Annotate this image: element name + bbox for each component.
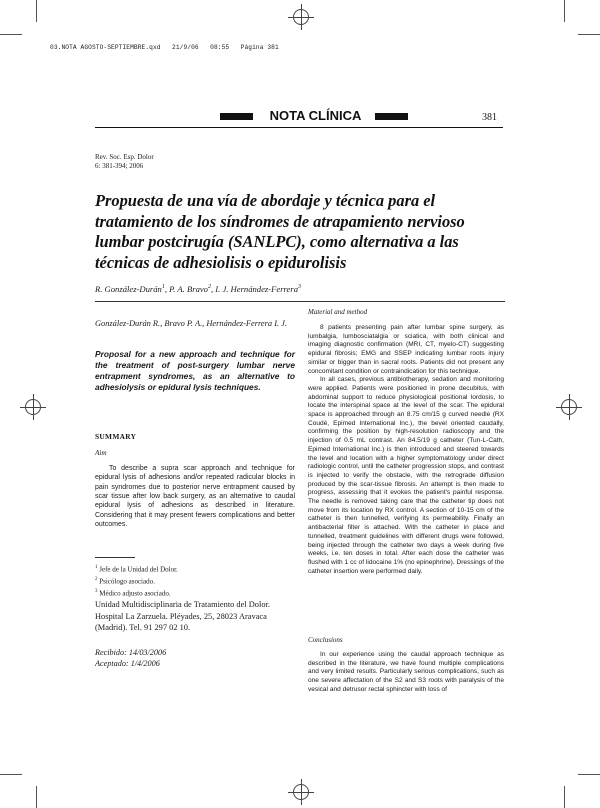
footnote-text: Psicólogo asociado. — [99, 577, 155, 586]
footnote-number: 2 — [95, 576, 98, 582]
address-line: Hospital La Zarzuela. Pléyades, 25, 28023 Aravaca — [95, 611, 267, 621]
registration-mark-icon — [293, 784, 309, 800]
conclusions-section — [308, 651, 504, 695]
crop-mark — [578, 34, 600, 35]
received-date: Recibido: 14/03/2006 — [95, 648, 167, 657]
journal-reference — [95, 153, 154, 171]
section-label: NOTA CLÍNICA — [269, 108, 362, 123]
crop-mark — [578, 774, 600, 775]
crop-mark — [36, 0, 37, 22]
header-bar-left — [220, 113, 253, 120]
accepted-date: Aceptado: 1/4/2006 — [95, 659, 160, 668]
methods-heading: Material and method — [308, 308, 368, 316]
address-line: Unidad Multidisciplinaria de Tratamiento del Dolor. — [95, 600, 270, 609]
article-dates — [95, 647, 295, 669]
aim-paragraph: To describe a supra scar approach and technique for epidural lysis of adhesions and/or repeated radicular blocks in pain syndromes due to posterior nerve entrapment caused by scar tissue after low back surgery, as an alternative to caudal epidural lysis of adhesions as described in literature. Considering that it may present fewers complications and better outcomes. — [95, 465, 295, 529]
english-title: Proposal for a new approach and technique for the treatment of post-surgery lumbar nerve entrapment syndromes, as an alternative to adhesiolysis or epidural lysis techniques. — [95, 349, 295, 392]
correspondence-address — [95, 599, 295, 634]
header-rule — [95, 127, 503, 128]
journal-volume: 6: 381-394; 2006 — [95, 162, 144, 170]
conclusions-paragraph: In our experience using the caudal approach technique as described in the literature, we have found multiple complications and very limited results. Particularly serious complications, such as one severe affectation of the S2 and S3 roots with paralysis of the vesical and detrusor rectal sphincter with loss of — [308, 651, 504, 693]
author-name: , I. J. Hernández-Ferrera — [210, 284, 299, 294]
address-line: (Madrid). Tel. 91 297 02 10. — [95, 623, 191, 632]
methods-paragraph: 8 patients presenting pain after lumbar spine surgery, as lumbalgia, lumbosciatalgia or sciatica, with both clinical and imaging diagnostic confirmation (MRI, CT, myelo-CT) suggesting epidural fibrosis; EMG and SSEP indicating lumbar roots injury similar or bigger than in sacral roots. Patients did not present any concomitant condition or contraindication for this technique. — [308, 324, 504, 375]
registration-mark-icon — [25, 399, 41, 415]
header-bar-right — [375, 113, 408, 120]
methods-section — [308, 324, 504, 576]
footnote-rule — [95, 557, 135, 558]
author-name: R. González-Durán — [95, 284, 162, 294]
article-title: Propuesta de una vía de abordaje y técnica para el tratamiento de los síndromes de atrapamiento nervioso lumbar postcirugía (SANLPC), como alternativa a las técnicas de adhesiolisis o epidurolisis — [95, 191, 465, 272]
footnote-text: Médico adjusto asociado. — [99, 588, 171, 597]
journal-name: Rev. Soc. Esp. Dolor — [95, 153, 154, 161]
page-number: 381 — [482, 112, 497, 123]
footnote-text: Jefe de la Unidad del Dolor. — [99, 565, 178, 574]
footnote — [95, 563, 295, 575]
crop-mark — [0, 774, 22, 775]
methods-paragraph: In all cases, previous antibiotherapy, sedation and monitoring were applied. Patients were positioned in prone decubitus, with abdominal support to reduce physiological positional lordosis, to locate the interspinal space at the level of the scar. The epidural space is approached through an 8.75 cm/15 g curved needle (RX Coudé, Epimed International Inc.), the bevel oriented caudally, confirming the position by high-resolution radioscopy and the injection of 0.5 mL contrast. An 84.5/19 g catheter (Tun-L-Cath, Epimed International Inc.) is then introduced and steered towards the level and location with a higher symptomatology under direct radiologic control, until the catheter progression stops, and contrast is injected to verify the obstacle, with the retrograde diffusion produced by the scar-tissue fibrosis. An attempt is then made to progress, assessing that it evokes the patient's painful response. The needle is removed taking care that the catheter tip does not move from its location by RX control. A section of 10-15 cm of the catheter is then tunnelled, verifying its permeability. Finally an antibacterial filter is attached. With the catheter in place and tunnelled, treatment guidelines with different drugs were followed, being injected through the catheter two days a week during five weeks, i.e. ten doses in total. After each dose the catheter was flushed with 1 cc of lidocaine 1% (no epinephrine). Dressings of the catheter insertion were performed daily. — [308, 376, 504, 575]
registration-mark-icon — [293, 9, 309, 25]
footnote-number: 1 — [95, 565, 98, 570]
author-affiliation-mark: 1 — [161, 284, 165, 291]
author-affiliation-mark: 3 — [298, 284, 302, 291]
author-name: , P. A. Bravo — [164, 284, 208, 294]
crop-mark — [36, 786, 37, 808]
aim-heading: Aim — [95, 449, 107, 457]
crop-mark — [564, 0, 565, 22]
conclusions-heading: Conclusions — [308, 636, 343, 644]
print-header: 03.NOTA AGOSTO-SEPTIEMBRE.qxd 21/9/06 08:55 Página 381 — [50, 44, 279, 51]
citation: González-Durán R., Bravo P. A., Hernández-Ferrera I. J. — [95, 319, 287, 328]
footnote-number: 3 — [95, 588, 98, 594]
author-rule — [95, 301, 505, 302]
crop-mark — [0, 34, 22, 35]
registration-mark-icon — [561, 399, 577, 415]
footnote — [95, 575, 295, 587]
author-affiliation-mark: 2 — [207, 284, 211, 291]
footnote — [95, 587, 295, 599]
footnotes — [95, 563, 295, 598]
author-list — [95, 284, 301, 294]
crop-mark — [564, 786, 565, 808]
summary-heading: SUMMARY — [95, 432, 137, 441]
